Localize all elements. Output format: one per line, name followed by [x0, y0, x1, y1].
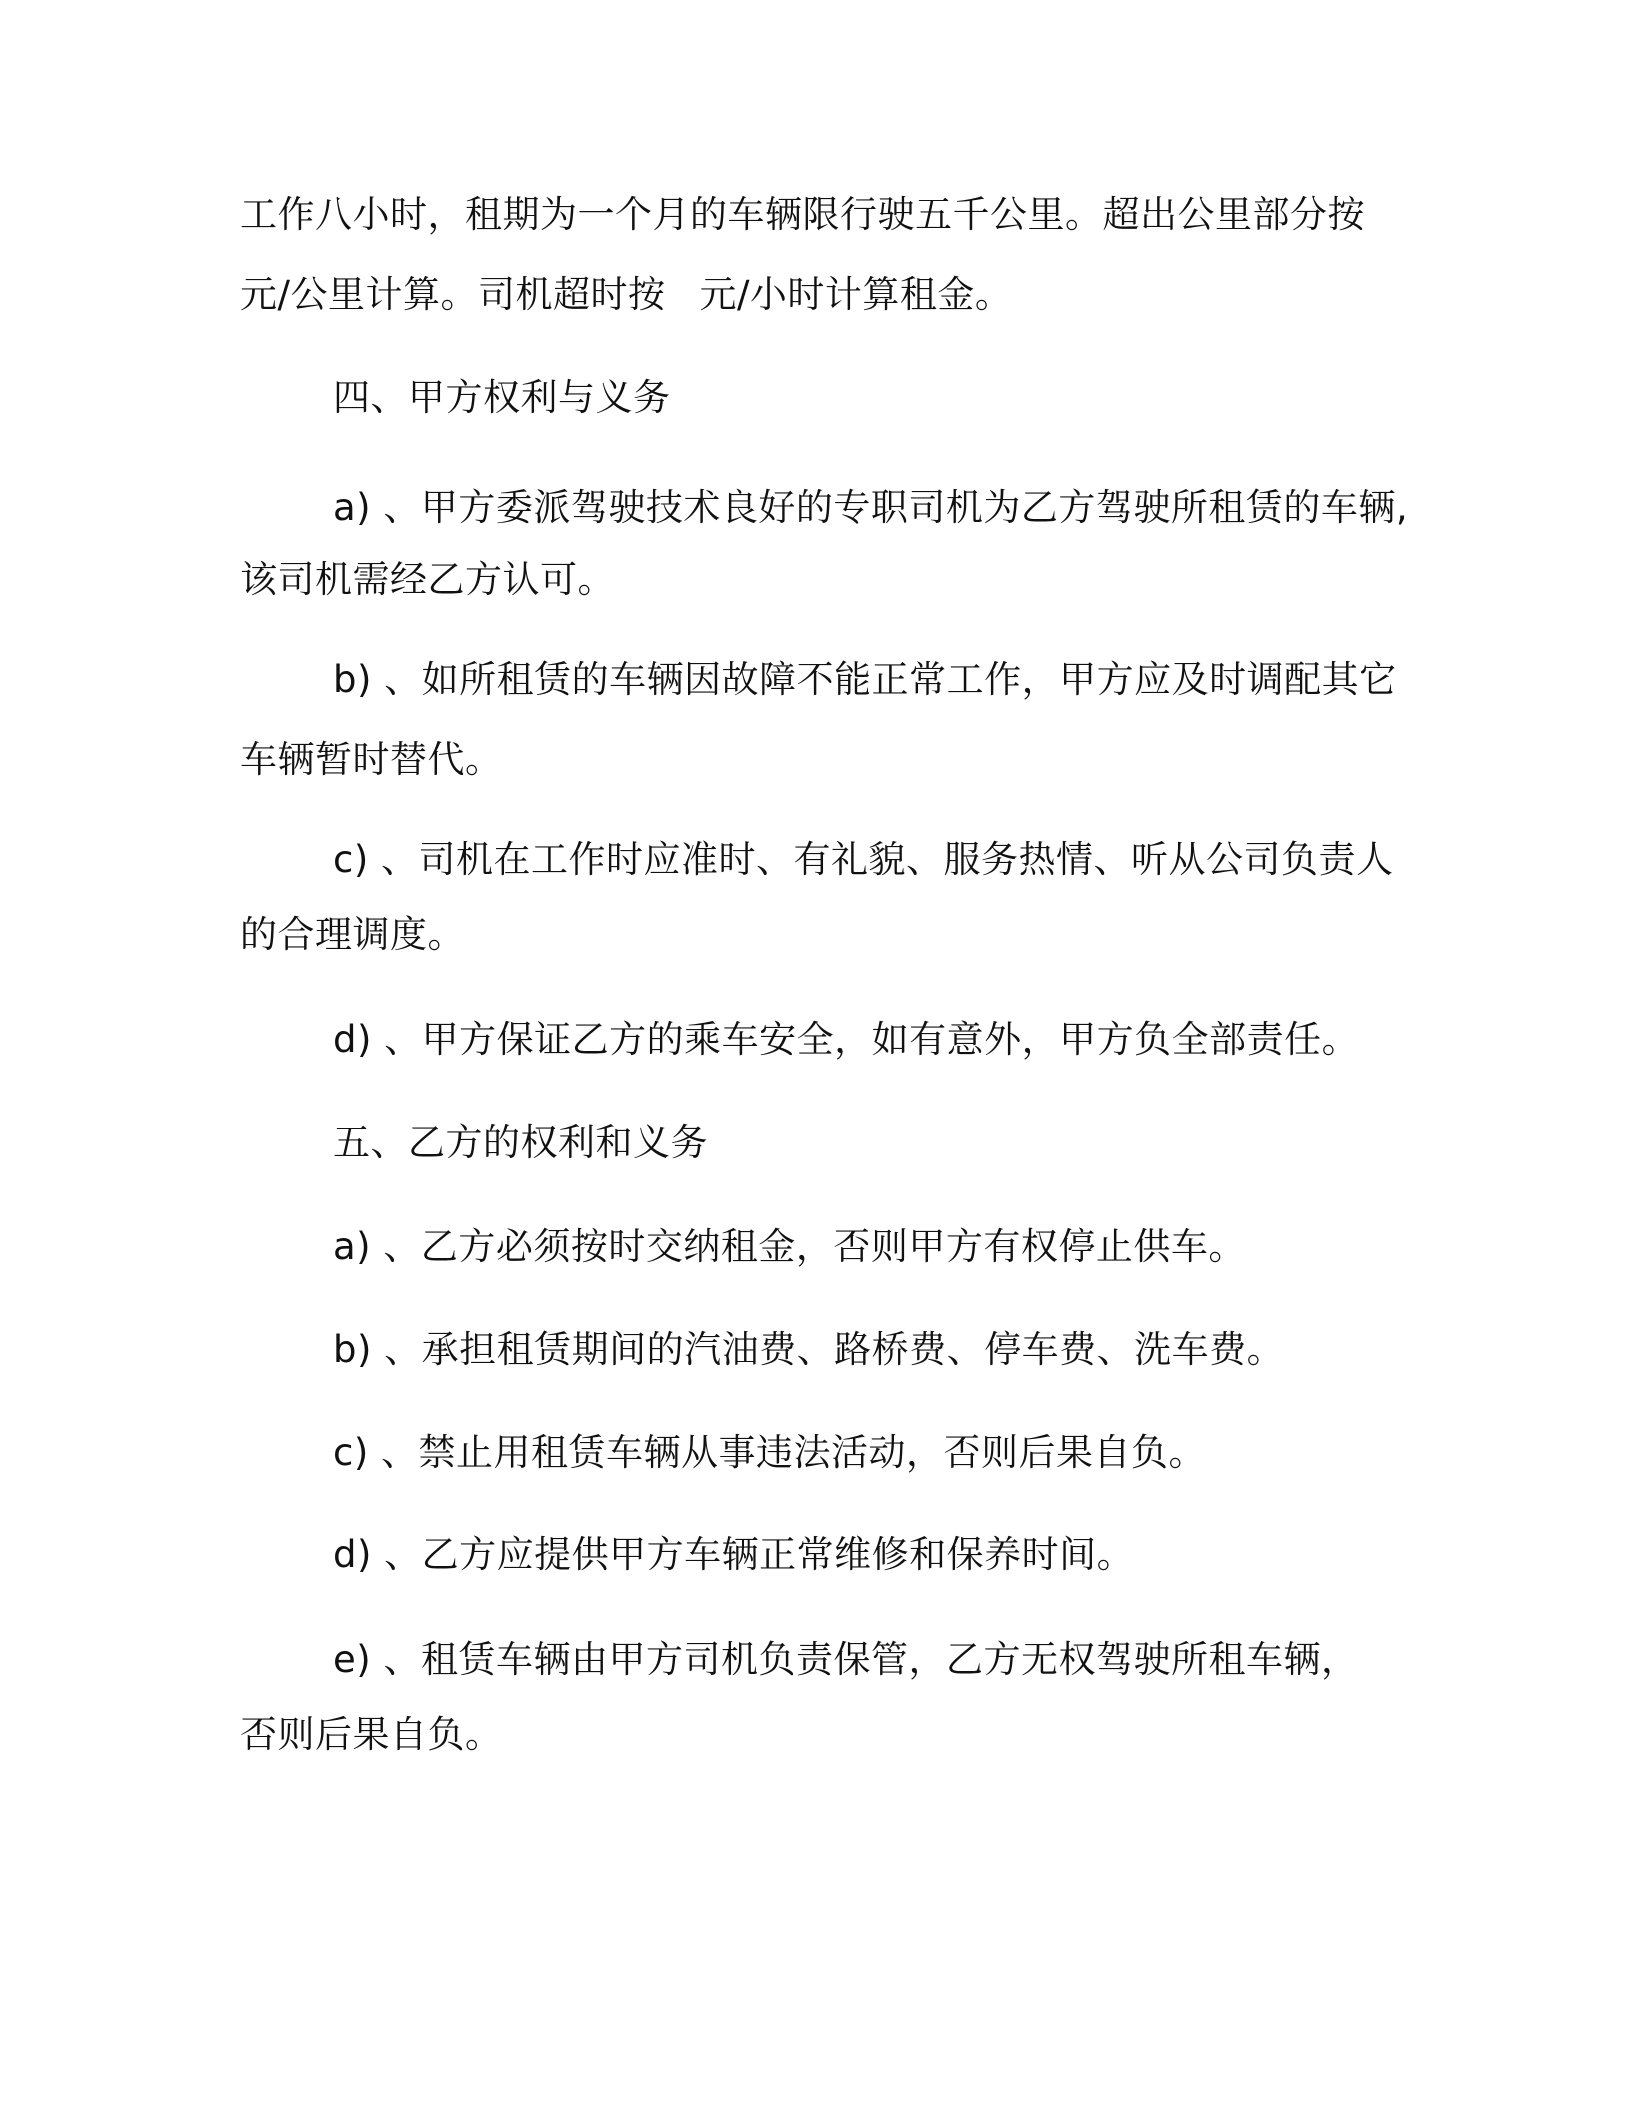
section-heading-4: 四、甲方权利与义务: [333, 376, 671, 419]
text-line: 该司机需经乙方认可。: [240, 558, 615, 601]
text-line: d) 、甲方保证乙方的乘车安全，如有意外，甲方负全部责任。: [333, 1018, 1360, 1061]
text-line: c) 、司机在工作时应准时、有礼貌、服务热情、听从公司负责人: [333, 838, 1394, 881]
text-line: [240, 270, 1012, 320]
text-line: a) 、甲方委派驾驶技术良好的专职司机为乙方驾驶所租赁的车辆,: [333, 486, 1409, 529]
text-line: 否则后果自负。: [240, 1713, 503, 1756]
section-heading-5: 五、乙方的权利和义务: [333, 1121, 708, 1164]
text-line: 车辆暂时替代。: [240, 738, 503, 781]
text-line: e) 、租赁车辆由甲方司机负责保管，乙方无权驾驶所租车辆，: [333, 1638, 1359, 1681]
text-line: b) 、承担租赁期间的汽油费、路桥费、停车费、洗车费。: [333, 1328, 1285, 1371]
text-line: a) 、乙方必须按时交纳租金，否则甲方有权停止供车。: [333, 1225, 1246, 1268]
text-line: b) 、如所租赁的车辆因故障不能正常工作，甲方应及时调配其它: [333, 658, 1397, 701]
text-line: d) 、乙方应提供甲方车辆正常维修和保养时间。: [333, 1533, 1135, 1576]
text-fragment: 元/公里计算。司机超时按: [240, 273, 666, 316]
text-line: 的合理调度。: [240, 913, 465, 956]
text-line: c) 、禁止用租赁车辆从事违法活动，否则后果自负。: [333, 1431, 1207, 1474]
text-fragment: 元/小时计算租金。: [699, 273, 1013, 316]
text-line: 工作八小时，租期为一个月的车辆限行驶五千公里。超出公里部分按: [240, 193, 1365, 236]
